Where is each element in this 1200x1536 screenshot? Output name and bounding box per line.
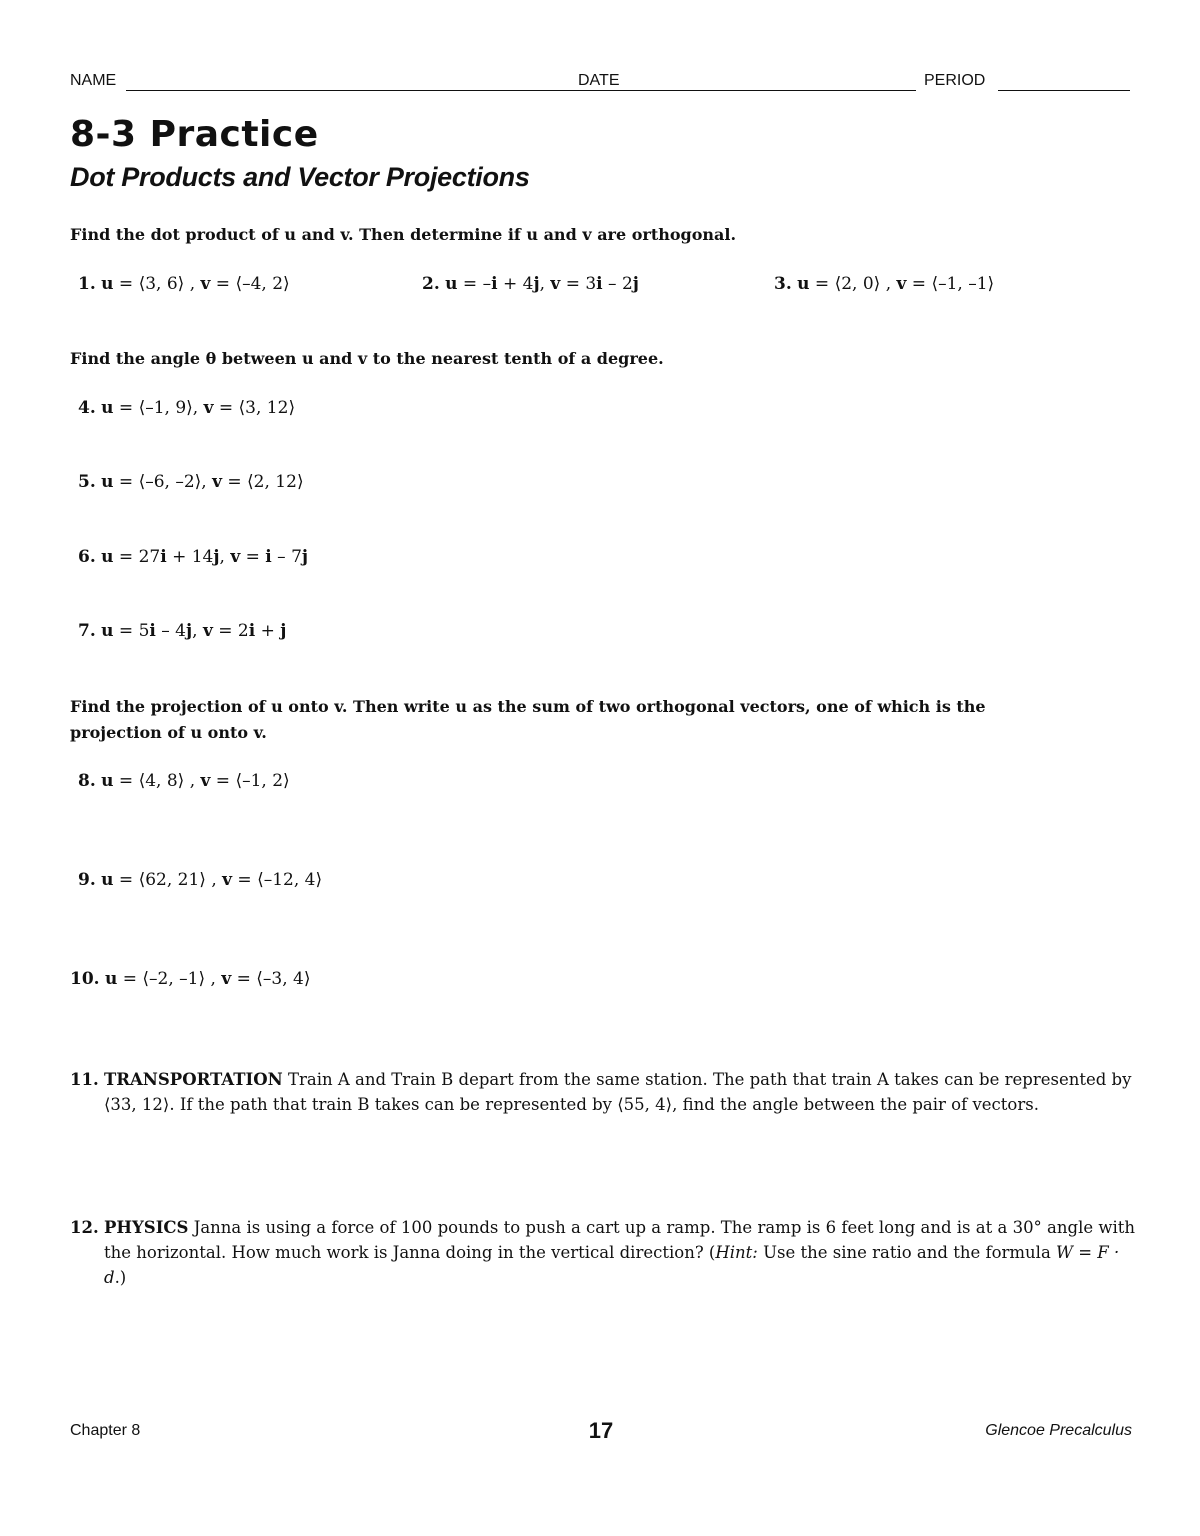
problem-number: 10. [70,969,100,989]
problem-5 [78,470,304,495]
v-coefficient: = 3 [560,274,597,294]
v-expression: = ⟨–4, 2⟩ [210,274,290,294]
date-label: DATE [578,72,620,89]
v-coefficient: – 2 [602,274,633,294]
unit-j: j [280,621,287,641]
problem-number: 4. [78,398,96,418]
u-expression: = ⟨2, 0⟩ , [809,274,897,294]
page-footer [70,1418,1132,1446]
vector-v: v [212,472,222,492]
vector-u: u [101,870,114,890]
problem-10 [70,967,310,992]
section-3-instruction: Find the projection of u onto v. Then write u as the sum of two orthogonal vectors, one of which is the projection of u onto v. [70,697,986,742]
vector-v: v [203,398,214,418]
problem-7 [78,619,286,644]
vector-u: u [101,274,114,294]
unit-i: i [265,547,272,567]
u-coefficient: = 27 [113,547,161,567]
problem-9 [78,868,322,893]
unit-i: i [596,274,603,294]
problem-2 [422,272,639,297]
v-expression: = ⟨–12, 4⟩ [232,870,323,890]
u-expression: = ⟨–6, –2⟩, [113,472,213,492]
separator: , [539,274,551,294]
problem-4 [78,396,295,421]
vector-v: v [550,274,561,294]
u-expression: = ⟨62, 21⟩ , [113,870,223,890]
unit-j: j [632,274,639,294]
u-coefficient: + 4 [497,274,534,294]
problem-number: 6. [78,547,96,567]
vector-v: v [230,547,241,567]
work-formula: W = F · d [104,1243,1120,1287]
vector-u: u [797,274,810,294]
u-coefficient: + 14 [166,547,214,567]
period-label: PERIOD [924,72,986,89]
problem-12 [70,1215,1140,1290]
vector-v: v [200,771,211,791]
problem-number: 3. [774,274,792,294]
student-info-header [70,70,1130,94]
problem-text-3: .) [114,1268,127,1287]
u-coefficient: = 5 [113,621,150,641]
unit-i: i [160,547,167,567]
v-expression: = ⟨–3, 4⟩ [231,969,311,989]
page-subtitle: Dot Products and Vector Projections [70,162,530,192]
u-coefficient: = – [457,274,492,294]
problem-number: 8. [78,771,96,791]
problem-number: 11. [70,1070,99,1089]
vector-u: u [101,547,114,567]
problem-text-2: Use the sine ratio and the formula [757,1243,1057,1262]
problem-6 [78,545,308,570]
problem-number: 9. [78,870,96,890]
problem-keyword: PHYSICS [104,1218,189,1237]
name-blank[interactable] [126,90,642,91]
date-blank[interactable] [626,90,916,91]
unit-j: j [301,547,309,567]
v-expression: = ⟨3, 12⟩ [213,398,296,418]
vector-u: u [445,274,458,294]
v-coefficient: = [240,547,266,567]
vector-v: v [222,870,233,890]
page-title: 8-3 Practice [70,114,319,155]
problem-text: Train A and Train B depart from the same station. The path that train A takes can be represented by ⟨33, 12⟩. If the path that train B takes can be represented by ⟨55, 4⟩, find the angle between the pair of vectors. [104,1070,1132,1114]
vector-u: u [104,969,118,989]
unit-j: j [186,621,193,641]
u-expression: = ⟨–2, –1⟩ , [117,969,222,989]
v-expression: = ⟨2, 12⟩ [222,472,304,492]
section-2-instruction: Find the angle θ between u and v to the nearest tenth of a degree. [70,349,664,368]
vector-u: u [101,621,114,641]
unit-i: i [491,274,498,294]
vector-u: u [101,398,114,418]
u-expression: = ⟨3, 6⟩ , [113,274,201,294]
unit-i: i [149,621,156,641]
problem-keyword: TRANSPORTATION [104,1070,283,1089]
u-coefficient: – 4 [155,621,186,641]
separator: , [219,547,231,567]
vector-v: v [202,621,213,641]
chapter-label: Chapter 8 [70,1422,141,1439]
problem-3 [774,272,994,297]
v-coefficient: = 2 [212,621,249,641]
problem-number: 12. [70,1218,99,1237]
problem-text: Janna is using a force of 100 pounds to push a cart up a ramp. The ramp is 6 feet long and is at a 30° angle with the horizontal. How much work is Janna doing in the vertical direction? ( [104,1218,1136,1262]
u-expression: = ⟨–1, 9⟩, [113,398,204,418]
section-1-instruction: Find the dot product of u and v. Then determine if u and v are orthogonal. [70,225,737,244]
name-label: NAME [70,72,117,89]
problem-number: 1. [78,274,96,294]
vector-u: u [101,771,114,791]
problem-number: 7. [78,621,96,641]
problem-number: 5. [78,472,96,492]
v-coefficient: + [255,621,281,641]
problem-8 [78,769,290,794]
v-expression: = ⟨–1, –1⟩ [906,274,995,294]
problem-11 [70,1067,1140,1117]
vector-v: v [896,274,907,294]
vector-v: v [221,969,232,989]
v-expression: = ⟨–1, 2⟩ [210,771,290,791]
book-title: Glencoe Precalculus [985,1422,1132,1439]
problem-1 [78,272,290,297]
v-coefficient: – 7 [271,547,302,567]
period-blank[interactable] [998,90,1130,91]
unit-i: i [248,621,256,641]
hint-label: Hint: [715,1243,758,1262]
unit-j: j [533,274,540,294]
problem-number: 2. [422,274,440,294]
page-number: 17 [588,1418,614,1443]
vector-u: u [101,472,114,492]
unit-j: j [213,547,220,567]
u-expression: = ⟨4, 8⟩ , [113,771,201,791]
separator: , [192,621,203,641]
vector-v: v [200,274,211,294]
